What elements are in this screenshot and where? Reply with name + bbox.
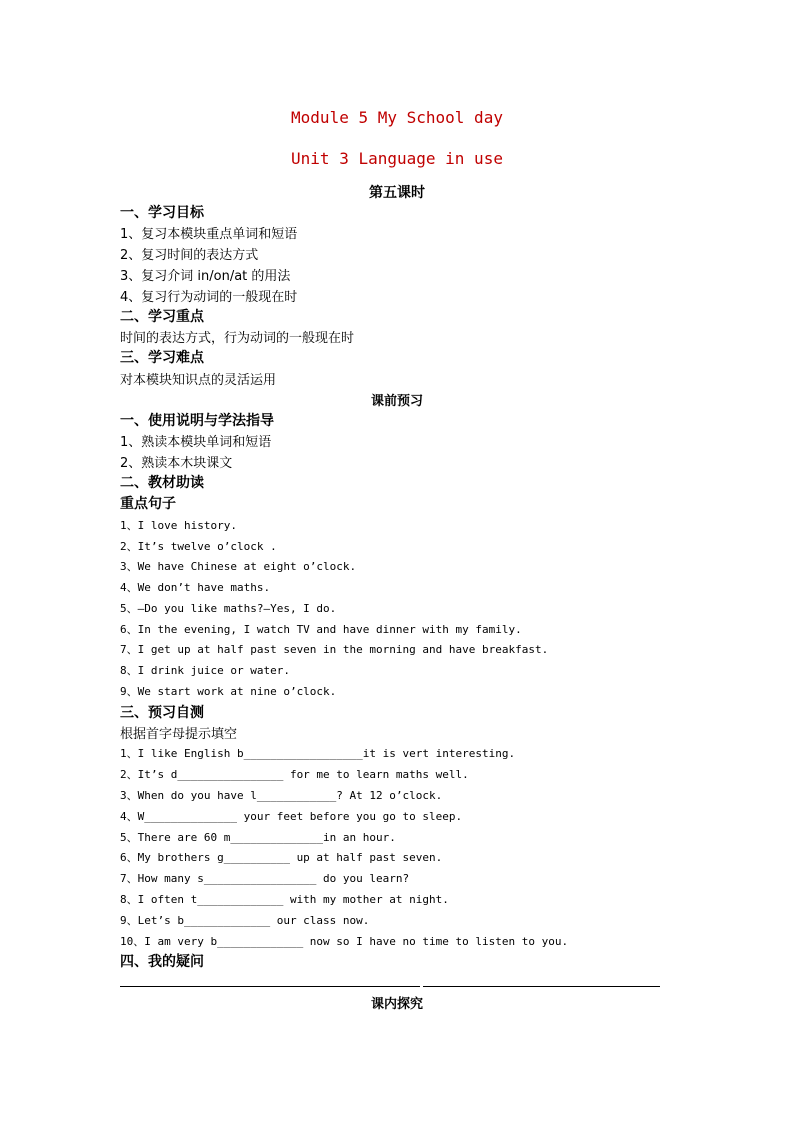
exercise-item: 9、Let’s b_____________ our class now. (120, 914, 370, 927)
key-sentence: 9、We start work at nine o’clock. (120, 685, 337, 698)
questions-heading: 四、我的疑问 (120, 954, 204, 970)
inclass-section-title: 课内探究 (370, 997, 423, 1012)
exercise-item: 1、I like English b__________________it is vert interesting. (120, 747, 516, 760)
exercise-item: 2、It’s d________________ for me to learn maths well. (120, 768, 469, 781)
key-sentence: 1、I love history. (120, 519, 237, 532)
key-sentence: 4、We don’t have maths. (120, 581, 271, 594)
goal-item: 3、复习介词 in/on/at 的用法 (120, 269, 291, 284)
key-sentence: 2、It’s twelve o’clock . (120, 540, 277, 553)
exercise-item: 3、When do you have l____________? At 12 o’clock. (120, 789, 443, 802)
exercise-item: 7、How many s_________________ do you learn? (120, 872, 410, 885)
lesson-label: 第五课时 (369, 185, 425, 201)
goals-heading: 一、学习目标 (120, 205, 204, 221)
goal-item: 2、复习时间的表达方式 (120, 248, 259, 263)
textbook-heading: 二、教材助读 (120, 475, 204, 491)
key-sentence: 7、I get up at half past seven in the morning and have breakfast. (120, 643, 549, 656)
answer-line (120, 986, 420, 987)
exercise-item: 5、There are 60 m______________in an hour. (120, 831, 396, 844)
key-sentence: 8、I drink juice or water. (120, 664, 290, 677)
difficulties-heading: 三、学习难点 (120, 350, 204, 366)
guide-heading: 一、使用说明与学法指导 (120, 413, 274, 429)
module-title: Module 5 My School day (291, 108, 503, 127)
goal-item: 4、复习行为动词的一般现在时 (120, 290, 298, 305)
goal-item: 1、复习本模块重点单词和短语 (120, 227, 298, 242)
exercise-item: 4、W______________ your feet before you go to sleep. (120, 810, 463, 823)
exercise-item: 6、My brothers g__________ up at half past seven. (120, 851, 443, 864)
key-points-heading: 二、学习重点 (120, 309, 204, 325)
exercise-item: 10、I am very b_____________ now so I have no time to listen to you. (120, 935, 569, 948)
unit-title: Unit 3 Language in use (291, 149, 503, 168)
key-sentence: 3、We have Chinese at eight o’clock. (120, 560, 357, 573)
key-sentence: 6、In the evening, I watch TV and have dinner with my family. (120, 623, 522, 636)
key-points-text: 时间的表达方式，行为动词的一般现在时 (120, 331, 355, 346)
difficulties-text: 对本模块知识点的灵活运用 (120, 373, 277, 388)
sentences-heading: 重点句子 (120, 496, 176, 512)
exercise-item: 8、I often t_____________ with my mother at night. (120, 893, 449, 906)
answer-line (423, 986, 660, 987)
guide-item: 1、熟读本模块单词和短语 (120, 435, 272, 450)
key-sentence: 5、—Do you like maths?—Yes, I do. (120, 602, 337, 615)
guide-item: 2、熟读本木块课文 (120, 456, 233, 471)
preview-section-title: 课前预习 (370, 394, 423, 409)
selftest-heading: 三、预习自测 (120, 705, 204, 721)
selftest-instruction: 根据首字母提示填空 (120, 727, 238, 742)
